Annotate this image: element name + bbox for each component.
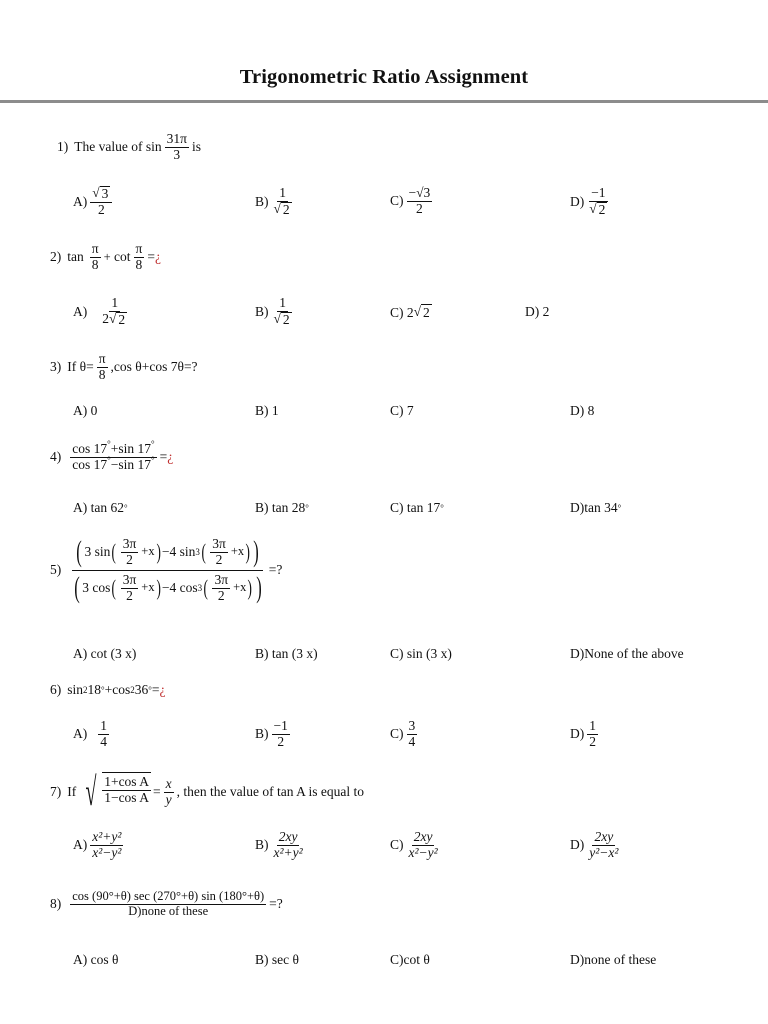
q8-option-a[interactable]: A) cos θ [73,952,119,967]
q5-option-d[interactable]: D)None of the above [570,646,684,661]
fraction: $\frac{\cos (90^\circ+\theta) \sec (270^\circ+\theta) \sin (180^\circ+\theta)}{\text{D)none of these}}$ [72,889,265,918]
question-1 [57,132,201,163]
q6-option-d[interactable]: D) $\frac{1}{2}$ [570,718,596,749]
title-divider [0,100,768,103]
q1-option-b[interactable]: B) 1 √ 2 [255,186,297,218]
q2-option-b[interactable]: B) 1 √ 2 [255,296,297,328]
q7-option-a[interactable]: A) $\frac{\text{x²+y²}}{\text{x²−y²}}$ [73,829,122,860]
fraction: $\frac{3}{4}$ [408,718,416,749]
question-4: 4) $\frac{\cos 17^\circ+\sin 17^\circ}{\cos 17^\circ-\sin 17^\circ}$ = ¿ [50,439,174,472]
question-5: 5) ( 3 sin ( $\frac{3\pi}{2}$ +x ) −4 sin 3 ( $\frac{3\pi}{2}$ +x ) ) ( 3 cos ( $\frac{3\pi}{2}$ +x ) −4 cos 3 ( $\frac{3\pi}{2}$ +x ) ) =? [50,535,283,605]
q2-option-c[interactable]: C) 2 √ 2 [390,304,430,320]
q1-option-d[interactable]: D) −1 √ 2 [570,186,612,218]
question-number: 1) [57,139,69,155]
question-2: 2) tan $\frac{\pi}{8}$ + cot $\frac{\pi}{8}$ = ¿ [50,241,161,272]
q6-option-c[interactable]: C) $\frac{3}{4}$ [390,718,416,749]
question-8: 8) $\frac{\cos (90^\circ+\theta) \sec (270^\circ+\theta) \sin (180^\circ+\theta)}{\text{D)none of these}}$ =? [50,889,283,918]
q6-option-a[interactable]: A) $\frac{1}{4}$ [73,718,107,749]
q2-option-a[interactable]: A) 1 2 √ 2 [73,296,132,328]
q3-option-a[interactable]: A) 0 [73,403,98,418]
fraction: $\frac{1}{4}$ [100,718,107,749]
fraction: $\frac{-1}{2}$ [273,718,288,749]
fraction: 1 √ 2 [273,185,290,217]
q8-option-b[interactable]: B) sec θ [255,952,299,967]
fraction: $\frac{2xy}{\text{x²−y²}}$ [408,829,438,860]
fraction: 1 √ 2 [273,295,290,327]
q3-option-c[interactable]: C) 7 [390,403,414,418]
fraction: $\frac{1}{2}$ [589,718,596,749]
q4-option-b[interactable]: B) tan 28 ° [255,500,309,515]
q8-option-d[interactable]: D)none of these [570,952,657,967]
q7-option-c[interactable]: C) $\frac{2xy}{\text{x²−y²}}$ [390,829,438,860]
q5-option-a[interactable]: A) cot (3 x) [73,646,137,661]
page-title: Trigonometric Ratio Assignment [239,66,529,88]
fraction: $\frac{\pi}{8}$ [135,241,143,272]
fraction: $\frac{\pi}{8}$ [91,241,99,272]
fraction: −1 √ 2 [589,185,606,217]
q7-option-b[interactable]: B) $\frac{2xy}{\text{x²+y²}}$ [255,829,303,860]
fraction: $\frac{-√3}{2}$ [408,185,431,216]
q1-option-c[interactable]: C) $\frac{-√3}{2}$ [390,185,431,216]
q1-option-a[interactable]: A) √ 3 2 [73,186,115,218]
q5-option-b[interactable]: B) tan (3 x) [255,646,318,661]
q3-option-d[interactable]: D) 8 [570,403,595,418]
q2-option-d[interactable]: D) 2 [525,304,550,319]
fraction: $\frac{2xy}{\text{x²+y²}}$ [273,829,303,860]
question-text: The value of sin [74,139,162,155]
fraction: $\frac{2xy}{\text{y²−x²}}$ [589,829,619,860]
q5-option-c[interactable]: C) sin (3 x) [390,646,452,661]
fraction: √ 3 2 [90,186,112,218]
q8-option-c[interactable]: C)cot θ [390,952,430,967]
q4-option-d[interactable]: D)tan 34 ° [570,500,622,515]
fraction: $\frac{\pi}{8}$ [98,351,106,382]
q4-option-c[interactable]: C) tan 17 ° [390,500,444,515]
question-7: 7) If √ $\frac{\text{1+cos A}}{\text{1−cos A}}$ = $\frac{x}{y}$ , then the value of tan A is equal to [50,769,365,814]
fraction: 1 2 √ 2 [102,295,126,327]
fraction: $\frac{\cos 17^\circ+\sin 17^\circ}{\cos 17^\circ-\sin 17^\circ}$ [72,439,155,472]
q6-option-b[interactable]: B) $\frac{-1}{2}$ [255,718,288,749]
fraction: ( 3 sin ( $\frac{3\pi}{2}$ +x ) −4 sin 3 ( $\frac{3\pi}{2}$ +x ) ) ( 3 cos ( $\frac{3\pi}{2}$ +x ) −4 cos 3 ( $\frac{3\pi}{2}$ +x ) ) [70,537,265,603]
question-6: 6) sin 2 18 ° +cos 2 36 ° = ¿ [50,682,166,697]
q7-option-d[interactable]: D) $\frac{2xy}{\text{y²−x²}}$ [570,829,619,860]
fraction: $\frac{\text{x²+y²}}{\text{x²−y²}}$ [92,829,122,860]
question-text: is [191,139,201,155]
q3-option-b[interactable]: B) 1 [255,403,279,418]
q4-option-a[interactable]: A) tan 62 ° [73,500,128,515]
fraction: $\frac{31\pi}{3}$ [166,131,187,162]
question-3: 3) If θ= $\frac{\pi}{8}$ ,cos θ+cos 7θ=? [50,351,198,382]
fraction: $\frac{x}{y}$ [165,775,172,807]
